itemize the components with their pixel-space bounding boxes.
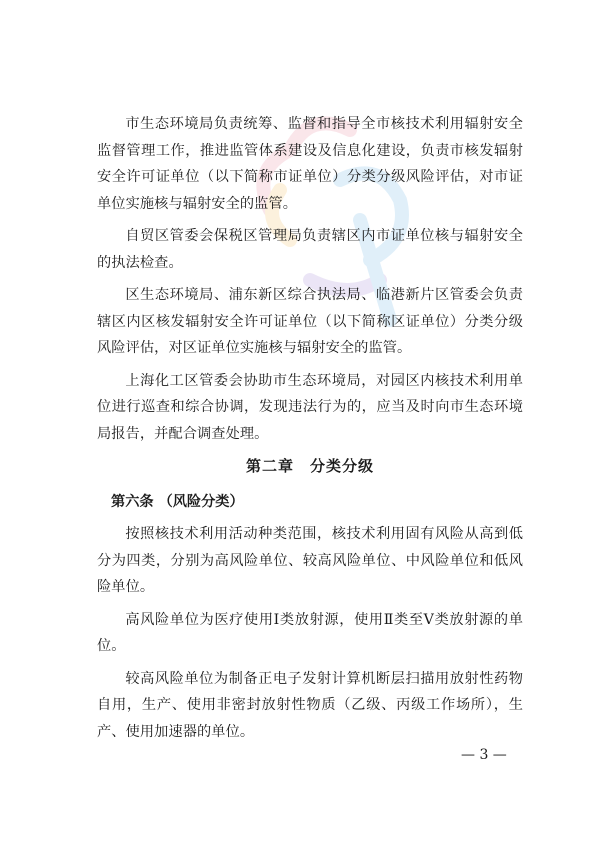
article-title: 第六条 （风险分类）	[111, 494, 244, 510]
paragraph-chemical-park: 上海化工区管委会协助市生态环境局，对园区内核技术利用单位进行巡查和综合协调，发现违法行为的，应当及时向市生态环境局报告，并配合调查处理。	[97, 372, 523, 442]
paragraph-risk-classes: 按照核技术利用活动种类范围，核技术利用固有风险从高到低分为四类，分别为高风险单位、较高风险单位、中风险单位和低风险单位。	[97, 526, 523, 595]
chapter-title: 第二章 分类分级	[245, 457, 374, 475]
paragraph-higher-risk: 较高风险单位为制备正电子发射计算机断层扫描用放射性药物自用，生产、使用非密封放射性物质（乙级、丙级工作场所），生产、使用加速器的单位。	[97, 670, 523, 740]
document-body	[97, 111, 523, 751]
paragraph-district-bureau: 区生态环境局、浦东新区综合执法局、临港新片区管委会负责辖区内区核发辐射安全许可证单位（以下简称区证单位）分类分级风险评估，对区证单位实施核与辐射安全的监管。	[97, 287, 523, 356]
paragraph-ftz-bureau: 自贸区管委会保税区管理局负责辖区内市证单位核与辐射安全的执法检查。	[97, 228, 523, 271]
paragraph-high-risk: 高风险单位为医疗使用Ⅰ类放射源，使用Ⅱ类至Ⅴ类放射源的单位。	[97, 611, 523, 654]
paragraph-city-bureau: 市生态环境局负责统筹、监督和指导全市核技术利用辐射安全监督管理工作，推进监管体系建设及信息化建设，负责市核发辐射安全许可证单位（以下简称市证单位）分类分级风险评估，对市证单位实施核与辐射安全的监管。	[97, 116, 523, 212]
page-number: — 3 —	[461, 747, 507, 763]
